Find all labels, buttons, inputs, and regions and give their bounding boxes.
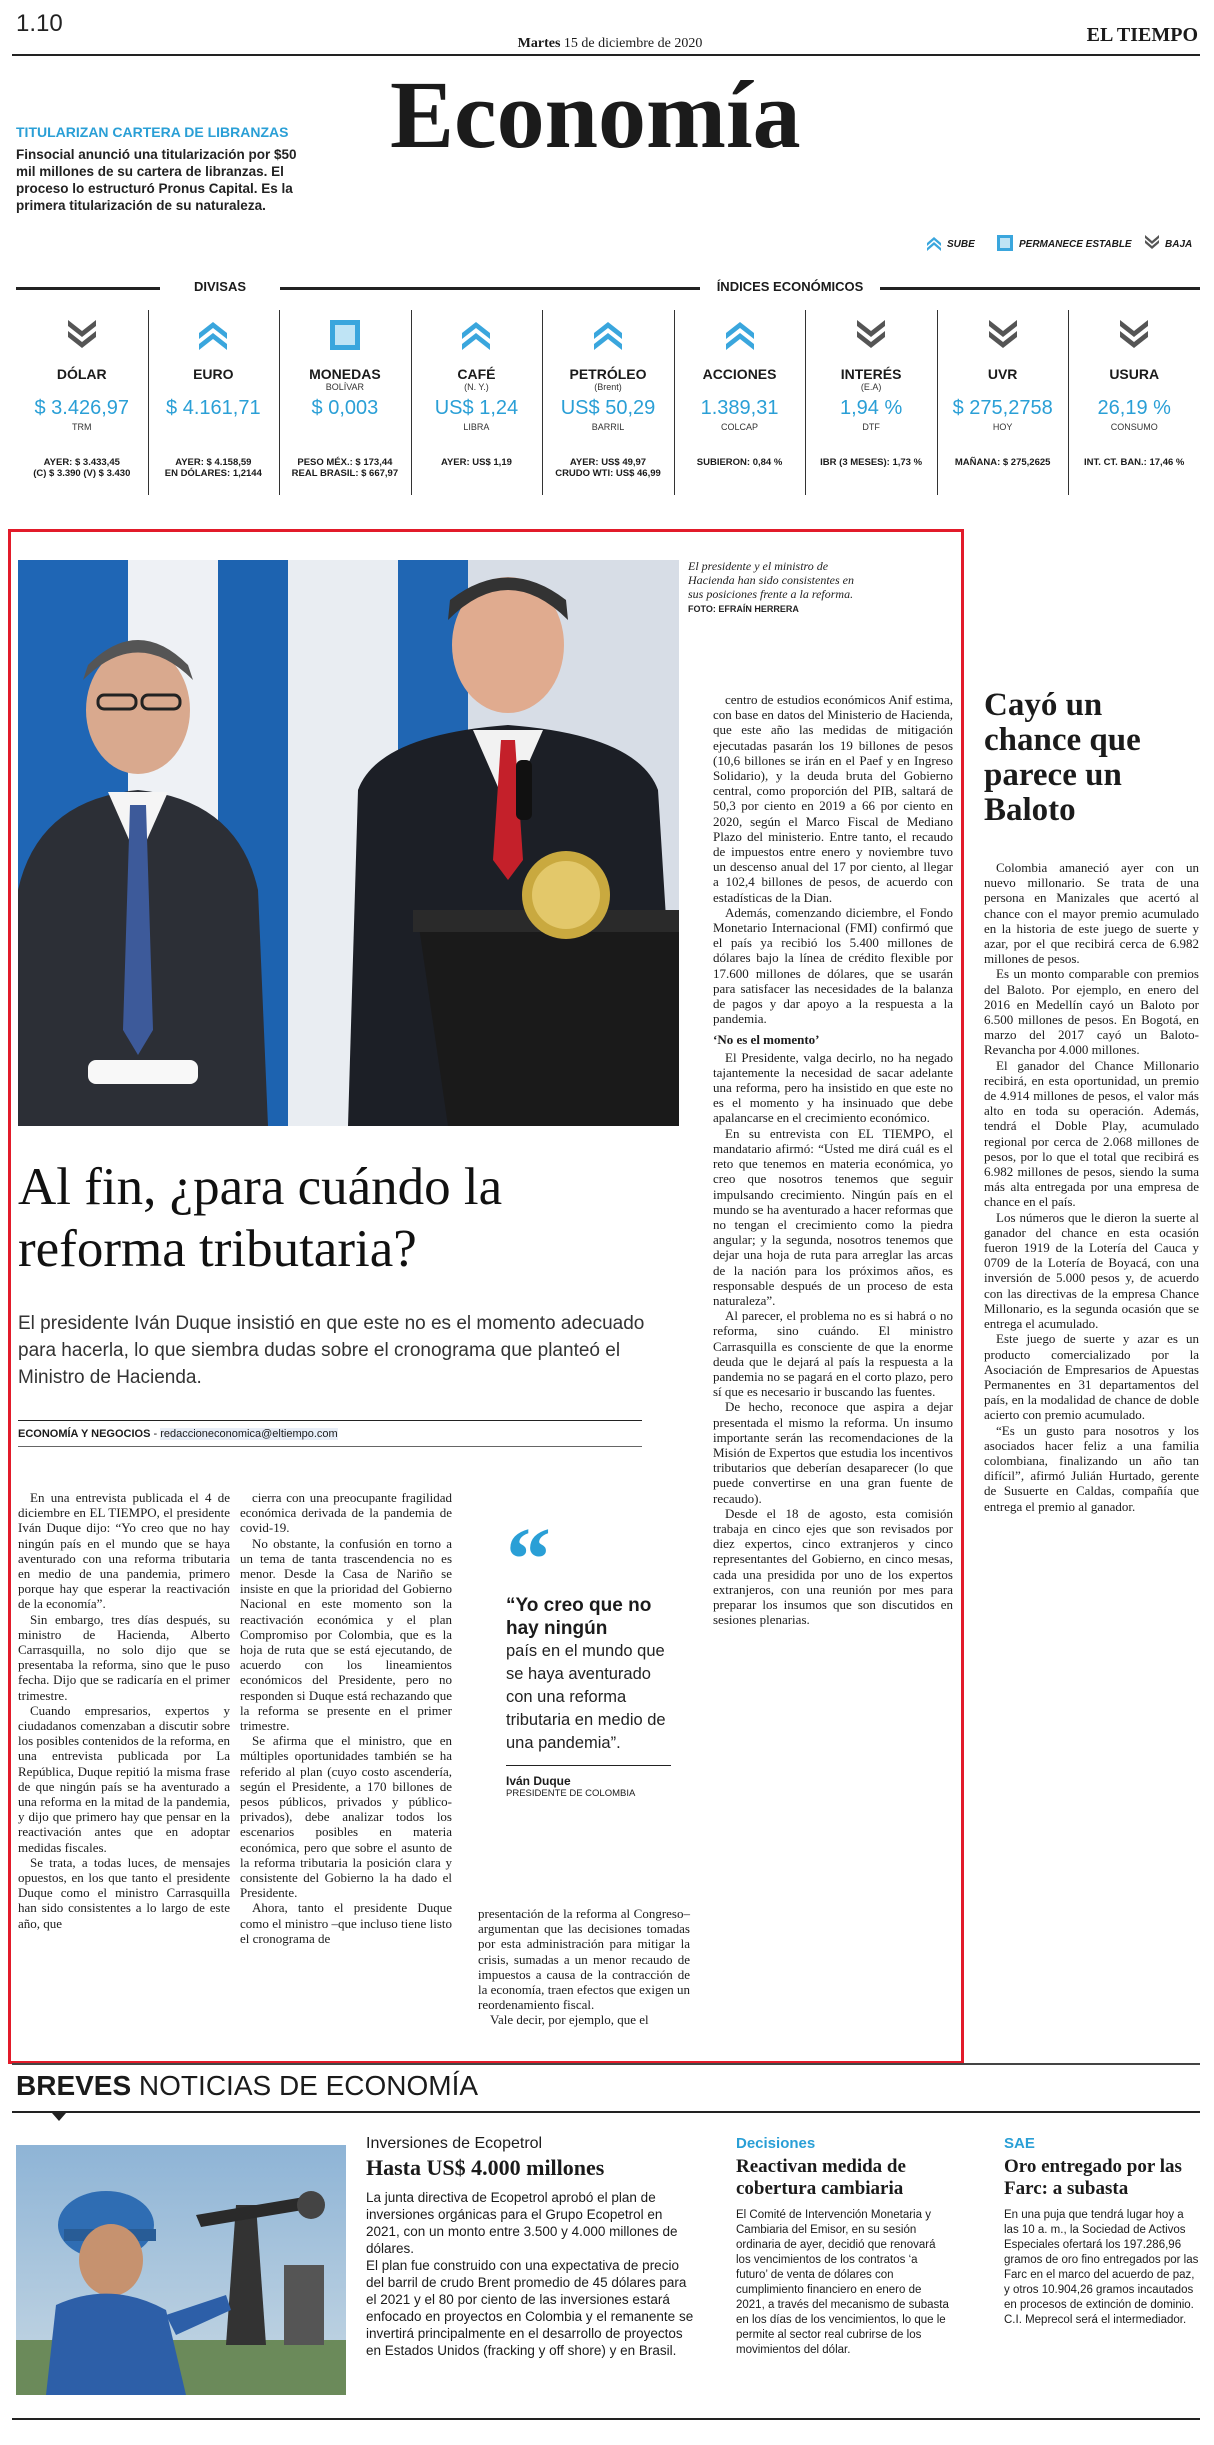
- indicator-unit: [279, 422, 411, 433]
- main-col-4: [713, 692, 953, 1627]
- indicator-name: CAFÉ: [457, 366, 496, 382]
- indicator-unit: LIBRA: [463, 422, 490, 432]
- indicator-foot-1: AYER: US$ 49,97: [569, 457, 647, 468]
- indicator-divider: [148, 310, 149, 495]
- trend-up-icon: [459, 318, 493, 352]
- group-currencies: DIVISAS: [193, 279, 246, 294]
- main-col-2: [240, 1490, 452, 1946]
- teaser-body: Finsocial anunció una titularización por $50 mil millones de su cartera de libranzas. El proceso lo estructuró Pronus Capital. Es la primera titularización de su naturaleza.: [16, 147, 297, 213]
- main-col-4-bottom-p4: De hecho, reconoce que aspira a dejar presentada el mismo la reforma. Un insumo importante serán las recomendaciones de la Misión de Expertos que estudia los incentivos tributarios que deberían desaparecer (lo que puede convertirse en una gran fuente de recaudo).: [713, 1399, 953, 1506]
- main-col-2-p2: No obstante, la confusión en torno a un tema de tanta trascendencia no es menor. Desde la Casa de Nariño se insiste en que la prioridad del Gobierno Nacional en este momento son la reactivación económica y el plan Compromiso por Colombia, que es la hoja de ruta que se está ejecutando, de acuerdo con los lineamientos económicos del Presidente, pero no responden si Duque está rechazando que la reforma se presente en el primer trimestre.: [240, 1535, 452, 1734]
- indicators-rule-left: [16, 287, 160, 290]
- breve-sae: [1004, 2135, 1200, 2328]
- photo-caption-text: El presidente y el ministro de Hacienda han sido consistentes en sus posiciones frente a la reforma.: [688, 559, 854, 601]
- byline-email-link[interactable]: redaccioneconomica@eltiempo.com: [160, 1428, 338, 1440]
- main-col-4-top: [713, 692, 953, 1026]
- indicator-value: US$ 50,29: [560, 397, 656, 419]
- indicator-value: US$ 1,24: [434, 397, 519, 419]
- breves-title: [16, 2070, 478, 2102]
- indicator-sub: [937, 382, 1069, 393]
- indicator-unit: HOY: [992, 422, 1013, 432]
- indicator-sub: BOLÍVAR: [325, 382, 365, 392]
- indicator-sub: (N. Y.): [464, 382, 489, 392]
- indicator-value: 1,94 %: [839, 397, 903, 419]
- main-col-4-bottom-p5: Desde el 18 de agosto, esta comisión trabaja en cinco ejes que son revisados por diez expertos, cinco extranjeros y cinco representantes del Gobierno, en cinco mesas, cada una presidida por uno de los expertos extranjeros, con una reunión por mes para preparar los insumos que son discutidos en sesiones plenarias.: [713, 1505, 953, 1628]
- trend-up-icon: [723, 318, 757, 352]
- indicator-name: UVR: [987, 366, 1018, 382]
- indicator-sub: (E.A): [860, 382, 882, 392]
- breve-3-p1: En una puja que tendrá lugar hoy a las 10 a. m., la Sociedad de Activos Especiales ofertará los 197.286,96 gramos de oro fino entregados por las Farc en el marco del acuerdo de paz, y otros 10.904,26 gramos incautados en procesos de extinción de dominio. C.I. Meprecol será el intermediador.: [1004, 2209, 1199, 2326]
- indicator-foot-2: REAL BRASIL: $ 667,97: [291, 468, 399, 479]
- main-col-2-p1: cierra con una preocupante fragilidad económica derivada de la pandemia de covid-19.: [240, 1490, 452, 1536]
- indicator-name: DÓLAR: [56, 366, 107, 382]
- side-headline: Cayó un chance que parece un Baloto: [984, 687, 1141, 828]
- trend-up-icon: [196, 318, 230, 352]
- byline-separator: -: [150, 1428, 161, 1440]
- indicator-7: [937, 300, 1069, 500]
- breves-title-rest: NOTICIAS DE ECONOMÍA: [131, 2070, 479, 2101]
- indicator-divider: [1068, 310, 1069, 495]
- indicator-unit: DTF: [862, 422, 880, 432]
- indicator-foot-2: (C) $ 3.390 (V) $ 3.430: [33, 468, 131, 479]
- trend-legend: [925, 235, 1205, 255]
- main-col-4-top-p2: Además, comenzando diciembre, el Fondo Monetario Internacional (FMI) confirmó que el país ya recibió los 5.400 millones de dólares bajo la línea de crédito flexible por 17.600 millones de dólares, que se usarán para satisfacer las necesidades de la balanza de pagos y dar apoyo a la respuesta a la pandemia.: [713, 904, 953, 1027]
- indicator-divider: [411, 310, 412, 495]
- side-body-p5: Este juego de suerte y azar es un producto comercializado por la Asociación de Empresarios de Apuestas Permanentes en 31 departamentos del país, en la modalidad de chance de doble acierto con premio acumulado.: [984, 1331, 1199, 1423]
- trend-up-icon: [591, 318, 625, 352]
- breves-rule-top: [12, 2063, 1200, 2065]
- date-rest: 15 de diciembre de 2020: [560, 36, 703, 51]
- trend-down-icon: [65, 318, 99, 352]
- quote-lead: “Yo creo que no hay ningún: [506, 1595, 652, 1639]
- main-col-3-p2: Vale decir, por ejemplo, que el: [490, 2012, 649, 2028]
- indicator-foot-1: AYER: $ 4.158,59: [175, 457, 252, 468]
- indicator-foot-1: PESO MÉX.: $ 173,44: [297, 457, 393, 468]
- breve-2-p1: El Comité de Intervención Monetaria y Cambiaria del Emisor, en su sesión ordinaria de ayer, decidió que renovará los vencimientos de los contratos ‘a futuro’ de venta de dólares con cumplimiento financiero en enero de 2021, a través del mecanismo de subasta en los días de los vencimientos, lo que le permite al sector real cubrirse de los movimientos del dólar.: [736, 2209, 949, 2356]
- breves-title-bold: BREVES: [16, 2070, 132, 2101]
- side-body-p6: “Es un gusto para nosotros y los asociados hacer feliz a una familia colombiana, finalizando un año tan difícil”, afirmó Julián Hurtado, gerente de Susuerte en Caldas, compañía que entrega el premio al ganador.: [984, 1422, 1199, 1514]
- indicator-foot-2: EN DÓLARES: 1,2144: [164, 468, 262, 479]
- trend-down-icon: [854, 318, 888, 352]
- legend-down-label: BAJA: [1165, 239, 1193, 250]
- main-col-3: [478, 1906, 690, 2028]
- header-rule: [12, 54, 1200, 56]
- trend-down-icon: [986, 318, 1020, 352]
- indicator-name: USURA: [1109, 366, 1160, 382]
- byline-rule-bottom: [18, 1446, 642, 1447]
- main-col-1-p1: En una entrevista publicada el 4 de diciembre en EL TIEMPO, el presidente Iván Duque dijo: “Yo creo que no hay ningún país en el mundo que se haya aventurado con una reforma tributaria en medio de una pandemia, primero porque hay que esperar la reactivación de la economía”.: [18, 1490, 230, 1612]
- byline: [18, 1428, 338, 1440]
- legend-up-label: SUBE: [947, 239, 975, 250]
- indicator-6: [805, 300, 937, 500]
- main-col-1-p2: Sin embargo, tres días después, su ministro de Hacienda, Alberto Carrasquilla, no solo dijo que se presentaba la reforma, sino que le puso fecha. Dijo que se radicaría en el primer trimestre.: [18, 1611, 230, 1703]
- side-body-p1: Colombia amaneció ayer con un nuevo millonario. Se trata de una persona en Manizales que acertó al chance con el mayor premio acumulado en la historia de este juego de suerte y azar, por el que recibirá cerca de 6.982 millones de pesos.: [984, 860, 1199, 967]
- newspaper-logo: EL TIEMPO: [1086, 24, 1198, 46]
- indicator-divider: [937, 310, 938, 495]
- indicator-name: EURO: [193, 366, 234, 382]
- indicator-foot-1: AYER: $ 3.433,45: [43, 457, 120, 468]
- indicator-name: PETRÓLEO: [569, 366, 647, 382]
- side-body-p4: Los números que le dieron la suerte al ganador del chance en esta ocasión fueron 1919 de la Lotería del Cauca y 0709 de la Lotería de Boyacá, con una inversión de 5.000 pesos y, de acuerdo con las directivas de la empresa Chance Millonario, es la segunda ocasión que se entrega el acumulado.: [984, 1209, 1199, 1332]
- trend-down-icon: [1117, 318, 1151, 352]
- indicator-foot-2: CRUDO WTI: US$ 46,99: [555, 468, 661, 479]
- indicator-divider: [542, 310, 543, 495]
- main-col-4-bottom-p2: En su entrevista con EL TIEMPO, el mandatario afirmó: “Usted me dirá cuál es el reto que tenemos en materia económica, yo creo que nosotros tenemos que seguir impulsando crecimiento. Ningún país en el mundo se ha aventurado a hacer reformas que no tengan el crecimiento como la piedra angular; y la segunda, nosotros tenemos que dejar una hoja de ruta para arreglar las arcas de la nación para los próximos años, es responsable después de un proceso de esta naturaleza”.: [713, 1125, 953, 1308]
- indicator-unit: [148, 422, 280, 433]
- main-col-1-p3: Cuando empresarios, expertos y ciudadanos comenzaban a discutir sobre los posibles contenidos de la reforma, en una entrevista publicada por La República, Duque repitió la misma frase de que ningún país se ha aventurado a una reforma en la mitad de la pandemia, y dijo que primero hay que pensar en la reactivación antes que en adoptar medidas fiscales.: [18, 1702, 230, 1855]
- byline-section: ECONOMÍA Y NEGOCIOS: [18, 1428, 151, 1440]
- legend-stable-label: PERMANECE ESTABLE: [1019, 239, 1132, 250]
- breve-2-kicker: Decisiones: [736, 2135, 816, 2152]
- indicator-divider: [805, 310, 806, 495]
- indicator-sub: [148, 382, 280, 393]
- footer-rule: [12, 2418, 1200, 2420]
- indicator-8: [1068, 300, 1200, 500]
- indicator-1: [148, 300, 280, 500]
- indicator-foot-1: IBR (3 MESES): 1,73 %: [820, 457, 923, 468]
- pointer-icon: [52, 2113, 66, 2121]
- side-body: [984, 860, 1199, 1514]
- main-col-4-bottom-p3: Al parecer, el problema no es si habrá o no reforma, sino cuándo. El ministro Carrasquilla es consciente de que la enorme deuda que le dejará al país la respuesta a la pandemia no se pagará en el corto plazo, pero sí que es necesario ir buscando las fuentes.: [713, 1308, 953, 1400]
- col4-subtitle: ‘No es el momento’: [713, 1032, 820, 1048]
- indicator-value: 1.389,31: [700, 397, 779, 419]
- quote-role: PRESIDENTE DE COLOMBIA: [506, 1788, 636, 1799]
- indicator-sub: [16, 382, 148, 393]
- stable-icon: [997, 235, 1013, 251]
- main-col-3-p1: presentación de la reforma al Congreso– argumentan que las decisiones tomadas por esta administración para mitigar la crisis, sumadas a un menor recaudo de impuestos a causa de la contracción de la economía, traen efectos que exigen un reordenamiento fiscal.: [478, 1906, 690, 2013]
- breve-3-kicker: SAE: [1004, 2135, 1035, 2152]
- main-col-1-p4: Se trata, a todas luces, de mensajes opuestos, en los que tanto el presidente Duque como el ministro Carrasquilla han sido consistentes a lo largo de este año, que: [18, 1854, 230, 1931]
- indicator-foot-1: MAÑANA: $ 275,2625: [954, 457, 1051, 468]
- indicator-divider: [674, 310, 675, 495]
- main-col-4-top-p1: centro de estudios económicos Anif estima, con base en datos del Ministerio de Hacienda, que este año las medidas de mitigación ejecutadas pasarán los 19 billones de pesos (10,6 billones se irán en el Paef y en Ingreso Solidario), y la deuda bruta del Gobierno central, como proporción del PIB, saltará de 50,3 por ciento en 2019 a 66 por ciento en 2020, según el Marco Fiscal de Mediano Plazo del ministerio. Entre tanto, el recaudo de impuestos entre enero y noviembre tuvo un descenso anual del 17 por ciento, al llegar a 102,4 billones de pesos, de acuerdo con estadísticas de la Dian.: [713, 692, 953, 905]
- down-icon: [1143, 235, 1161, 251]
- photo-caption: [688, 559, 858, 616]
- quote-rest: país en el mundo que se haya aventurado con una reforma tributaria en medio de una pandemia”.: [506, 1642, 666, 1752]
- indicator-sub: [1068, 382, 1200, 393]
- indicator-2: [279, 300, 411, 500]
- indicator-value: $ 275,2758: [952, 397, 1053, 419]
- up-icon: [925, 235, 943, 251]
- breve-ecopetrol: [366, 2135, 696, 2359]
- group-indices: ÍNDICES ECONÓMICOS: [716, 279, 864, 294]
- indicators-rule-right: [880, 287, 1200, 290]
- indicator-foot-1: INT. CT. BAN.: 17,46 %: [1084, 457, 1185, 468]
- indicators-strip: [16, 300, 1200, 500]
- main-col-2-p3: Se afirma que el ministro, que en múltiples oportunidades también se ha referido al plan (cuyo costo ascendería, según el Presidente, a 170 billones de pesos públicos, privados y público-privados), debe analizar todos los escenarios posibles en materia económica, pero que sobre el asunto de la reforma tributaria la posición clara y consistente del Gobierno la ha dado el Presidente.: [240, 1733, 452, 1901]
- indicator-value: $ 3.426,97: [34, 397, 130, 419]
- indicator-value: $ 0,003: [311, 397, 379, 419]
- breve-1-kicker: Inversiones de Ecopetrol: [366, 2135, 543, 2152]
- breves-photo: [16, 2145, 346, 2395]
- indicator-value: 26,19 %: [1097, 397, 1171, 419]
- indicator-3: [411, 300, 543, 500]
- indicator-value: $ 4.161,71: [166, 397, 261, 419]
- breve-decisiones: [736, 2135, 951, 2358]
- breve-2-title: Reactivan medida de cobertura cambiaria: [736, 2156, 906, 2199]
- indicator-divider: [279, 310, 280, 495]
- quote-author: Iván Duque: [506, 1774, 571, 1788]
- trend-stable-icon: [328, 318, 362, 352]
- breve-3-title: Oro entregado por las Farc: a subasta: [1004, 2156, 1182, 2199]
- breve-1-title: Hasta US$ 4.000 millones: [366, 2155, 605, 2180]
- indicator-0: [16, 300, 148, 500]
- section-title: Economía: [390, 61, 801, 168]
- main-photo: [18, 560, 679, 1126]
- page-number: 1.10: [16, 10, 63, 37]
- quote-mark-icon: “: [506, 1510, 551, 1609]
- indicator-name: INTERÉS: [840, 366, 902, 382]
- teaser-title: TITULARIZAN CARTERA DE LIBRANZAS: [16, 124, 289, 140]
- indicator-name: ACCIONES: [702, 366, 777, 382]
- side-body-p2: Es un monto comparable con premios del Baloto. Por ejemplo, en enero del 2016 en Medellín cayó un Baloto por 6.500 millones de pesos. En Bogotá, en marzo del 2017 cayó un Baloto-Revancha por 4.000 millones.: [984, 966, 1199, 1058]
- side-body-p3: El ganador del Chance Millonario recibirá, en esta oportunidad, un premio de 4.914 millones de pesos, el valor más alto en toda su operación. Además, tendrá el Doble Play, acumulado regional por cerca de 2.068 millones de pesos, por lo que el total que recibirá es 6.982 millones de pesos, siendo la suma más alta entregada por una empresa de chance en el país.: [984, 1057, 1199, 1210]
- byline-rule: [18, 1420, 642, 1421]
- indicator-unit: BARRIL: [591, 422, 625, 432]
- quote-rule: [506, 1765, 671, 1766]
- edition-date: [420, 36, 800, 52]
- indicator-sub: [674, 382, 806, 393]
- photo-credit: FOTO: EFRAÍN HERRERA: [688, 604, 799, 614]
- indicator-name: MONEDAS: [309, 366, 381, 382]
- indicators-rule-mid: [280, 287, 700, 290]
- indicator-foot-1: SUBIERON: 0,84 %: [696, 457, 783, 468]
- main-col-4-bottom-p1: El Presidente, valga decirlo, no ha negado tajantemente la necesidad de sacar adelante una reforma, pero ha insistido en que este no es el momento y ha insinuado que debe apalancarse en el crecimiento económico.: [713, 1049, 953, 1126]
- main-col-4-bottom: [713, 1050, 953, 1628]
- breve-1-p2: El plan fue construido con una expectativa de precio del barril de crudo Brent promedio de 45 dólares para el 2021 y el 80 por ciento de las inversiones estará enfocado en proyectos en Colombia y el remanente se invertirá principalmente en el desarrollo de proyectos en Estados Unidos (fracking y off shore) y en Brasil.: [366, 2258, 694, 2358]
- indicator-unit: COLCAP: [721, 422, 759, 432]
- main-subhead: El presidente Iván Duque insistió en que este no es el momento adecuado para hacerla, lo que siembra dudas sobre el cronograma que planteó el Ministro de Hacienda.: [18, 1313, 645, 1388]
- indicator-sub: (Brent): [594, 382, 622, 392]
- indicator-4: [542, 300, 674, 500]
- pull-quote: [506, 1510, 671, 1799]
- date-weekday: Martes: [517, 36, 561, 51]
- indicator-5: [674, 300, 806, 500]
- indicator-foot-1: AYER: US$ 1,19: [440, 457, 512, 468]
- indicator-unit: CONSUMO: [1110, 422, 1158, 432]
- breves-rule: [12, 2111, 1200, 2113]
- indicator-unit: TRM: [72, 422, 92, 432]
- main-col-2-p4: Ahora, tanto el presidente Duque como el ministro –que incluso tiene listo el cronograma de: [240, 1900, 452, 1946]
- breve-1-p1: La junta directiva de Ecopetrol aprobó el plan de inversiones orgánicas para el Grupo Ecopetrol en 2021, con un monto entre 3.500 y 4.000 millones de dólares.: [366, 2190, 678, 2256]
- main-headline: Al fin, ¿para cuándo la reforma tributaria?: [18, 1158, 503, 1278]
- main-col-1: [18, 1490, 230, 1931]
